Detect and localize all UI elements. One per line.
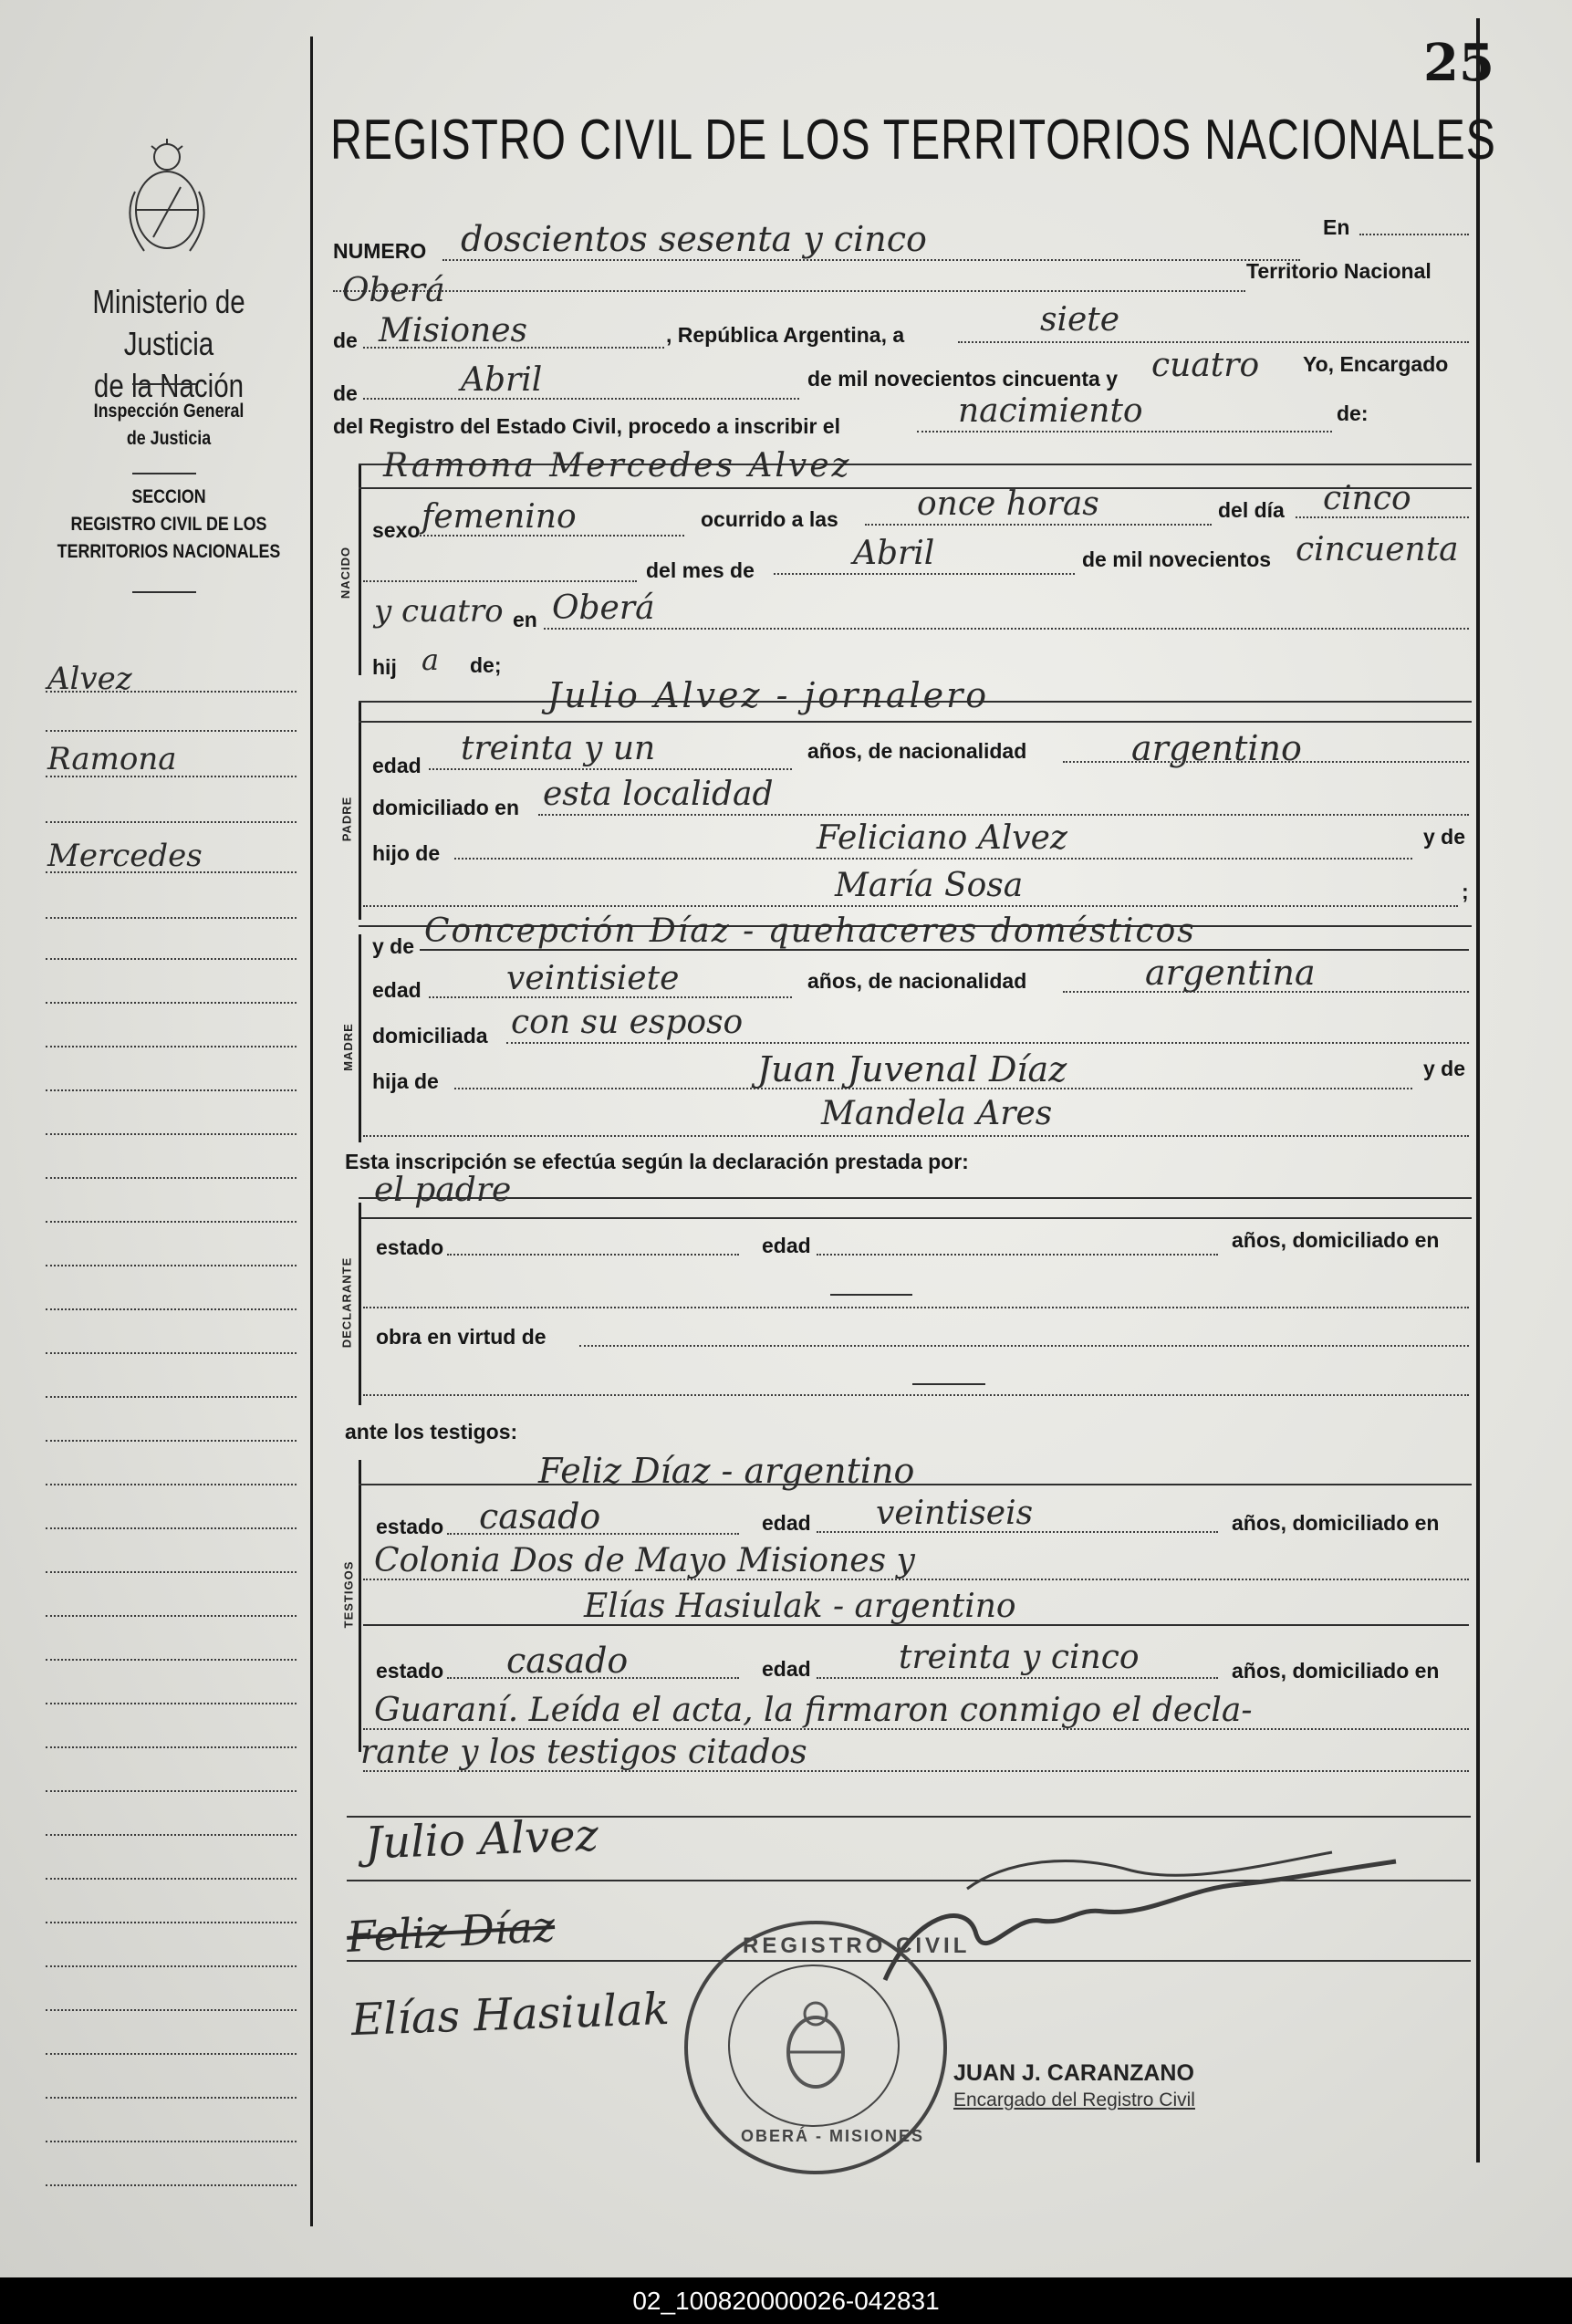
place-value: Oberá xyxy=(342,272,445,309)
padre-edad-label: edad xyxy=(372,754,422,777)
nacido-label: NACIDO xyxy=(338,546,353,599)
sidebar-divider-3 xyxy=(132,591,196,593)
madre-mother-value: Mandela Ares xyxy=(821,1095,1053,1132)
sexo-value: femenino xyxy=(422,498,577,536)
sidebar-surname: Alvez xyxy=(47,661,132,697)
registro-label: del Registro del Estado Civil, procedo a inscribir el xyxy=(333,414,840,438)
year-value-2: y cuatro xyxy=(374,593,504,630)
section-line-1: SECCION xyxy=(131,486,206,507)
section-line-2: REGISTRO CIVIL DE LOS xyxy=(70,514,267,535)
madre-father-value: Juan Juvenal Díaz xyxy=(757,1049,1067,1089)
hij-suffix: de; xyxy=(470,653,502,677)
sidebar-middle-name: Mercedes xyxy=(47,838,203,874)
madre-yde2-label: y de xyxy=(1423,1057,1466,1080)
witness2-dom-label: años, domiciliado en xyxy=(1232,1659,1440,1683)
registry-stamp xyxy=(684,1921,971,2174)
en2-label: en xyxy=(513,608,537,631)
nacido-name: Ramona Mercedes Alvez xyxy=(383,447,852,485)
declarante-intro: Esta inscripción se efectúa según la declaración prestada por: xyxy=(345,1150,969,1173)
madre-name: Concepción Díaz - quehaceres domésticos xyxy=(424,912,1196,950)
padre-father-value: Feliciano Alvez xyxy=(817,819,1067,857)
declarante-label: DECLARANTE xyxy=(339,1256,354,1349)
page-number: 25 xyxy=(1423,33,1494,93)
official-name: JUAN J. CARANZANO xyxy=(953,2060,1194,2086)
ministry-line-1: Ministerio de Justicia xyxy=(92,283,245,362)
witness2-estado-label: estado xyxy=(376,1659,444,1683)
testigos-label: TESTIGOS xyxy=(341,1560,356,1629)
official-title: Encargado del Registro Civil xyxy=(953,2090,1195,2110)
de3-label: de: xyxy=(1337,401,1369,425)
mil-label: de mil novecientos cincuenta y xyxy=(807,367,1118,391)
mes-label: del mes de xyxy=(646,558,755,582)
declarante-obra-label: obra en virtud de xyxy=(376,1325,547,1349)
padre-name: Julio Alvez - jornalero xyxy=(547,675,990,715)
madre-yde-label: y de xyxy=(372,934,415,958)
declarante-estado-label: estado xyxy=(376,1235,444,1259)
witness1-edad-label: edad xyxy=(762,1511,811,1535)
witness2-dom-line1: Guaraní. Leída el acta, la firmaron conmigo el decla- xyxy=(374,1692,1253,1729)
padre-nac-value: argentino xyxy=(1131,728,1302,768)
padre-mother-value: María Sosa xyxy=(835,867,1024,904)
official-signature xyxy=(858,1834,1423,2007)
year-value-1: cincuenta xyxy=(1296,531,1459,568)
padre-label: PADRE xyxy=(339,796,354,842)
witness2-name: Elías Hasiulak - argentino xyxy=(584,1588,1016,1625)
hora-value: once horas xyxy=(917,485,1099,523)
padre-edad-value: treinta y un xyxy=(461,730,656,767)
declarante-edad-label: edad xyxy=(762,1234,811,1257)
madre-hija-label: hija de xyxy=(372,1069,439,1093)
padre-dom-label: domiciliado en xyxy=(372,796,520,819)
ocurrido-label: ocurrido a las xyxy=(701,507,838,531)
image-code: 02_100820000026-042831 xyxy=(632,2287,940,2315)
document-title: REGISTRO CIVIL DE LOS TERRITORIOS NACIONALES xyxy=(330,109,1496,172)
coat-of-arms-icon xyxy=(117,137,217,265)
madre-dom-label: domiciliada xyxy=(372,1024,488,1047)
hij-label: hij xyxy=(372,655,397,679)
sidebar-first-name: Ramona xyxy=(47,741,177,777)
numero-value: doscientos sesenta y cinco xyxy=(461,219,927,259)
month-value: Abril xyxy=(461,361,543,399)
province-value: Misiones xyxy=(379,312,528,349)
declarante-dom-label: años, domiciliado en xyxy=(1232,1228,1440,1252)
right-border-line xyxy=(1476,18,1480,2162)
madre-edad-value: veintisiete xyxy=(506,960,680,997)
de2-label: de xyxy=(333,381,358,405)
padre-hijo-label: hijo de xyxy=(372,841,441,865)
padre-nac-label: años, de nacionalidad xyxy=(807,739,1027,763)
section-line-3: TERRITORIOS NACIONALES xyxy=(57,541,281,562)
territorio-label: Territorio Nacional xyxy=(1246,259,1431,283)
inspection-line-2: de Justicia xyxy=(126,428,212,449)
madre-edad-label: edad xyxy=(372,978,422,1002)
birth-place-value: Oberá xyxy=(552,589,655,627)
numero-label: NUMERO xyxy=(333,239,427,263)
padre-dom-value: esta localidad xyxy=(543,776,774,813)
witness1-edad: veintiseis xyxy=(876,1495,1034,1532)
witness1-estado-label: estado xyxy=(376,1515,444,1538)
de-label: de xyxy=(333,328,358,352)
padre-yde-label: y de xyxy=(1423,825,1466,849)
en-label: En xyxy=(1323,215,1350,239)
stamp-top-text: REGISTRO CIVIL xyxy=(743,1933,971,1958)
left-margin-line xyxy=(310,36,313,2226)
witness1-dom-label: años, domiciliado en xyxy=(1232,1511,1440,1535)
act-value: nacimiento xyxy=(958,392,1143,430)
witness1-name: Feliz Díaz - argentino xyxy=(538,1451,915,1491)
footer-bar xyxy=(0,2277,1572,2324)
signature-1: Julio Alvez xyxy=(364,1809,599,1870)
witness2-estado: casado xyxy=(506,1641,629,1681)
inspection-line-1: Inspección General xyxy=(93,401,245,422)
witness2-edad: treinta y cinco xyxy=(899,1639,1140,1676)
sidebar-divider-1 xyxy=(132,383,196,385)
padre-semicolon: ; xyxy=(1462,880,1469,903)
witness1-estado: casado xyxy=(479,1496,601,1537)
ministry-line-2: de la Nación xyxy=(93,367,245,404)
sidebar-divider-2 xyxy=(132,473,196,474)
stamp-bottom-text: OBERÁ - MISIONES xyxy=(741,2127,925,2145)
sexo-label: sexo xyxy=(372,518,421,542)
day-value: siete xyxy=(1040,301,1120,339)
signature-2: Feliz Díaz xyxy=(345,1902,557,1962)
madre-dom-value: con su esposo xyxy=(511,1004,744,1041)
madre-nac-label: años, de nacionalidad xyxy=(807,969,1027,993)
declarante-value: el padre xyxy=(374,1172,512,1209)
madre-label: MADRE xyxy=(340,1023,355,1071)
mil2-label: de mil novecientos xyxy=(1082,547,1272,571)
witness2-dom-line2: rante y los testigos citados xyxy=(360,1734,807,1771)
year-value: cuatro xyxy=(1151,347,1260,384)
hij-value: a xyxy=(422,642,440,677)
madre-nac-value: argentina xyxy=(1145,953,1316,993)
republica-label: , República Argentina, a xyxy=(666,323,905,347)
dia-value: cinco xyxy=(1323,480,1411,517)
testigos-intro: ante los testigos: xyxy=(345,1420,518,1443)
dia-label: del día xyxy=(1218,498,1285,522)
witness1-dom: Colonia Dos de Mayo Misiones y xyxy=(374,1542,915,1579)
signature-3: Elías Hasiulak xyxy=(350,1983,671,2047)
mes-value: Abril xyxy=(853,535,935,572)
witness2-edad-label: edad xyxy=(762,1657,811,1681)
yo-label: Yo, Encargado xyxy=(1303,352,1449,376)
